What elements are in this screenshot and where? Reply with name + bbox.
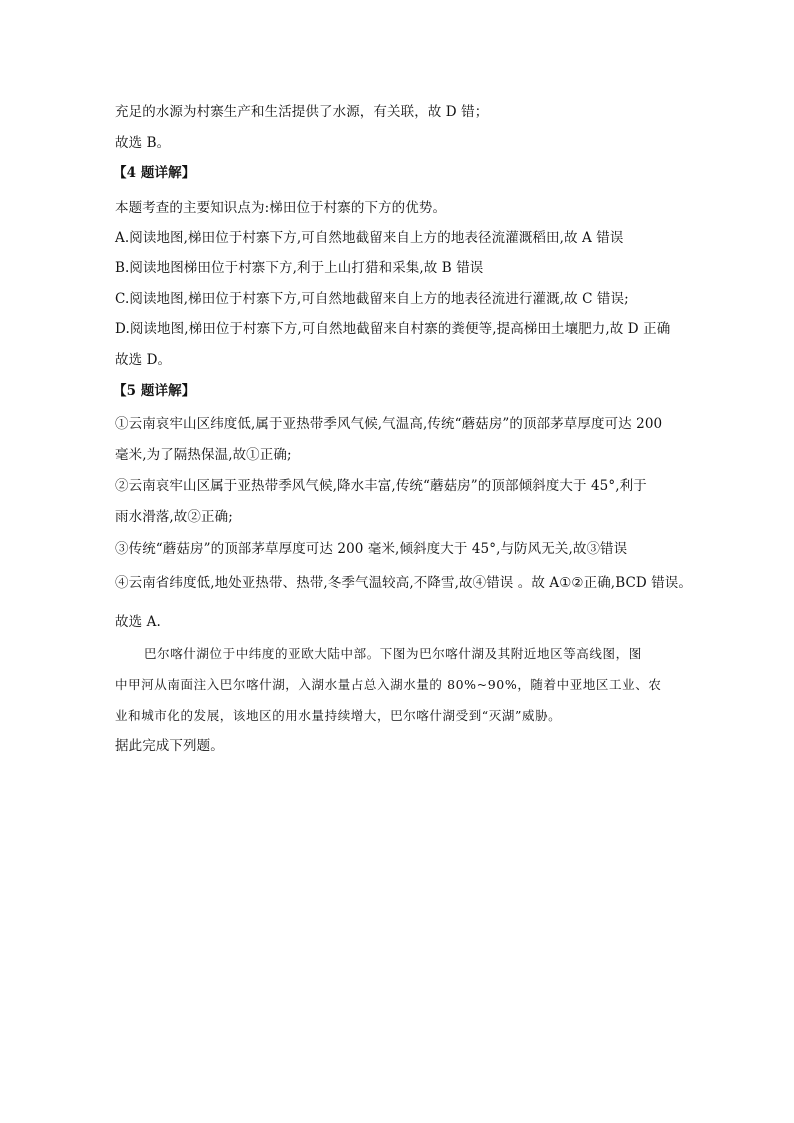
passage-line: 巴尔喀什湖位于中纬度的亚欧大陆中部。下图为巴尔喀什湖及其附近地区等高线图，图 bbox=[144, 646, 642, 661]
text-line: B.阅读地图梯田位于村寨下方,利于上山打猎和采集,故 B 错误 bbox=[115, 260, 484, 276]
text-line: 雨水滑落,故②正确; bbox=[115, 509, 233, 525]
text-line: ③传统“蘑菇房”的顶部茅草厚度可达 200 毫米,倾斜度大于 45°,与防风无关,故③错误 bbox=[115, 541, 628, 557]
text-line: 充足的水源为村寨生产和生活提供了水源，有关联，故 D 错； bbox=[115, 104, 489, 120]
text-line: A.阅读地图,梯田位于村寨下方,可自然地截留来自上方的地表径流灌溉稻田,故 A 错误 bbox=[115, 230, 624, 246]
text-line: 毫米,为了隔热保温,故①正确; bbox=[115, 447, 292, 463]
text-line: C.阅读地图,梯田位于村寨下方,可自然地截留来自上方的地表径流进行灌溉,故 C 错误; bbox=[115, 291, 629, 307]
text-line: 故选 A. bbox=[115, 614, 161, 630]
text-line: 故选 B。 bbox=[115, 135, 171, 151]
section-heading: 【5 题详解】 bbox=[113, 383, 196, 399]
section-heading: 【4 题详解】 bbox=[113, 165, 196, 181]
text-line: ①云南哀牢山区纬度低,属于亚热带季风气候,气温高,传统“蘑菇房”的顶部茅草厚度可达 200 bbox=[115, 416, 663, 432]
text-line: 故选 D。 bbox=[115, 352, 172, 368]
passage-line: 业和城市化的发展，该地区的用水量持续增大，巴尔喀什湖受到“灭湖”威胁。 bbox=[115, 708, 562, 723]
text-line: ②云南哀牢山区属于亚热带季风气候,降水丰富,传统“蘑菇房”的顶部倾斜度大于 45°,利于 bbox=[115, 478, 647, 494]
text-line: D.阅读地图,梯田位于村寨下方,可自然地截留来自村寨的粪便等,提高梯田土壤肥力,故 D 正确 bbox=[115, 321, 671, 337]
text-line: ④云南省纬度低,地处亚热带、热带,冬季气温较高,不降雪,故④错误 。故 A①②正确,BCD 错误。 bbox=[115, 575, 693, 591]
passage-line: 中甲河从南面注入巴尔喀什湖，入湖水量占总入湖水量的 80%~90%，随着中亚地区工业、农 bbox=[115, 677, 662, 692]
text-line: 据此完成下列题。 bbox=[115, 738, 224, 754]
text-line: 本题考查的主要知识点为:梯田位于村寨的下方的优势。 bbox=[115, 200, 447, 216]
